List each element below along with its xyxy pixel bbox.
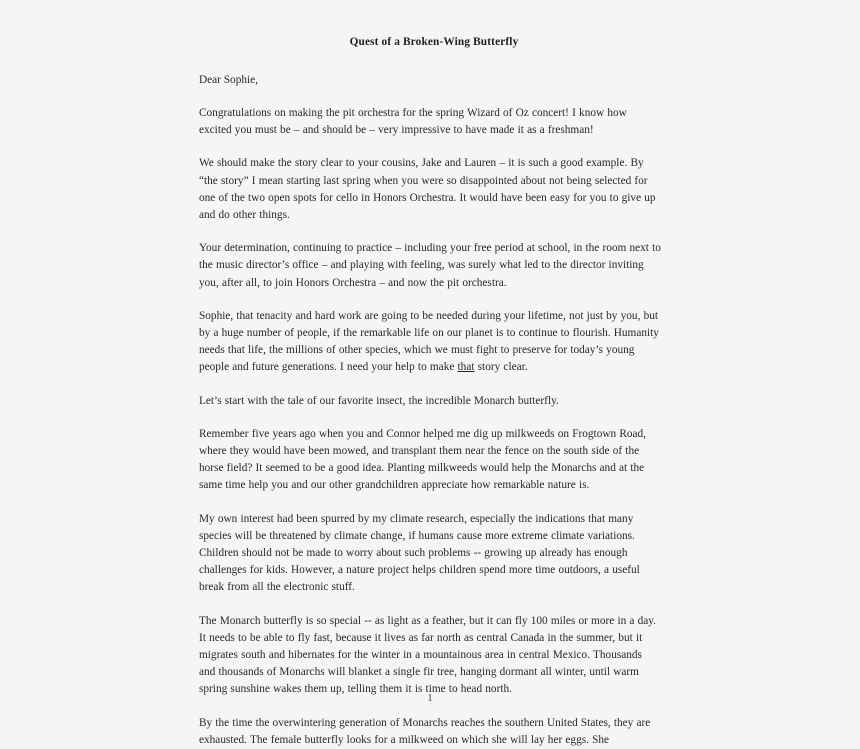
paragraph-milkweed-memory: Remember five years ago when you and Connor helped me dig up milkweeds on Frogtown Road, where they would have been mowed, and transplant them near the fence on the south side of the horse field? It seemed to be a good idea. Planting milkweeds would help the Monarchs and at the same time help you and our other grandchildren appreciate how remarkable nature is.	[199, 427, 646, 492]
paragraph-story-context: We should make the story clear to your cousins, Jake and Lauren – it is such a good example. By “the story” I mean starting last spring when you were so disappointed about not being selected for one of the two open spots for cello in Honors Orchestra. It would have been easy for you to give up and do other things.	[199, 157, 656, 222]
paragraph-monarch-migration: The Monarch butterfly is so special -- as light as a feather, but it can fly 100 miles or more in a day. It needs to be able to fly fast, because it lives as far north as central Canada in the summer, but it migrates south and hibernates for the winter in a mountainous area in central Mexico. Thousands and thousands of Monarchs will blanket a single fir tree, hanging dormant all winter, until warm spring sunshine wakes them up, telling them it is time to head north.	[199, 614, 656, 696]
paragraph-congratulations: Congratulations on making the pit orchestra for the spring Wizard of Oz concert! I know how excited you must be – and should be – very impressive to have made it as a freshman!	[199, 107, 627, 137]
salutation-line: Dear Sophie,	[199, 74, 258, 86]
paragraph-monarch-intro: Let’s start with the tale of our favorite insect, the incredible Monarch butterfly.	[199, 394, 559, 407]
paragraph-overwintering-generation: By the time the overwintering generation of Monarchs reaches the southern United States, they are exhausted. The female butterfly looks for a milkweed on which she will lay her eggs. She	[199, 716, 651, 746]
paragraph-determination: Your determination, continuing to practice – including your free period at school, in the room next to the music director’s office – and playing with feeling, was surely what led to the director inviting you, after all, to join Honors Orchestra – and now the pit orchestra.	[199, 242, 661, 289]
document-text-column	[199, 34, 661, 749]
document-title: Quest of a Broken-Wing Butterfly	[349, 36, 519, 48]
paragraph-tenacity-text-after: story clear.	[474, 361, 528, 374]
paragraph-tenacity-text-before: Sophie, that tenacity and hard work are going to be needed during your lifetime, not just by you, but by a huge number of people, if the remarkable life on our planet is to continue to flourish. Humanity needs that life, the millions of other species, which we must fight to preserve for today’s young people and future generations. I need your help to make	[199, 309, 659, 374]
paragraph-climate-research: My own interest had been spurred by my climate research, especially the indications that many species will be threatened by climate change, if humans cause more extreme climate variations. Children should not be made to worry about such problems -- growing up already has enough challenges for kids. However, a nature project helps children spend more time outdoors, a useful break from all the electronic stuff.	[199, 512, 640, 594]
page-number: 1	[427, 693, 433, 704]
paragraph-tenacity	[199, 292, 661, 377]
paragraph-tenacity-emphasis: that	[457, 361, 475, 374]
